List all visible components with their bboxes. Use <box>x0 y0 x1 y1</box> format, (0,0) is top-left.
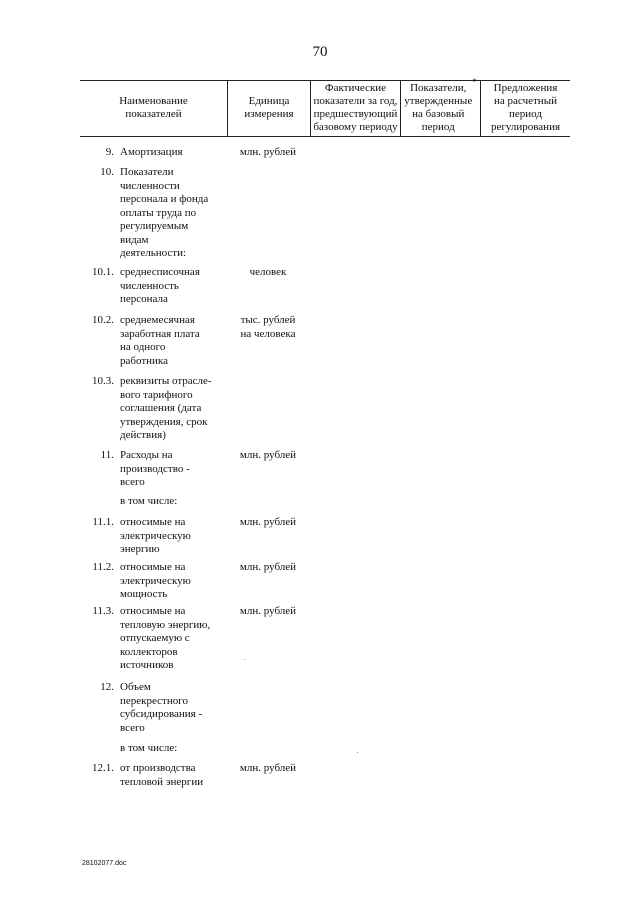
header-approved-text: Показатели, утвержденные на базовый период <box>404 82 473 133</box>
row-number: 11.3. <box>92 605 114 617</box>
row-number: 11. <box>100 449 114 461</box>
row-indicator-name: относимые на электрическую мощность <box>120 561 191 600</box>
row-indicator-name: среднесписочная численность персонала <box>120 266 200 305</box>
row-number: 10.2. <box>92 314 114 326</box>
table-header <box>80 77 570 137</box>
row-indicator-name: в том числе: <box>120 495 178 507</box>
row-number: 11.2. <box>92 561 114 573</box>
row-unit: млн. рублей <box>239 146 297 158</box>
header-approved-column: Показатели, утвержденные на базовый период * <box>400 81 480 136</box>
row-number: 10. <box>100 166 114 178</box>
row-unit: млн. рублей <box>239 605 297 617</box>
row-indicator-name: относимые на тепловую энергию, отпускаемую с коллекторов источников <box>120 605 211 671</box>
row-indicator-name: от производства тепловой энергии <box>120 762 204 788</box>
header-name-column: Наименование показателей <box>119 95 188 120</box>
row-unit: млн. рублей <box>239 762 297 774</box>
row-number: 11.1. <box>92 516 114 528</box>
scan-speck <box>244 659 245 660</box>
row-indicator-name: Расходы на производство - всего <box>120 449 190 488</box>
document-filename: 28102077.doc <box>82 860 127 867</box>
header-fact-column: Фактические показатели за год, предшествующий базовому периоду <box>310 81 400 136</box>
row-indicator-name: Объем перекрестного субсидирования - всего <box>120 681 203 734</box>
row-unit: млн. рублей <box>239 449 297 461</box>
row-indicator-name: Показатели численности персонала и фонда оплаты труда по регулируемым видам деятельности: <box>120 166 209 259</box>
page-number: 70 <box>312 44 328 60</box>
row-unit: человек <box>249 266 287 278</box>
row-indicator-name: реквизиты отрасле- вого тарифного соглашения (дата утверждения, срок действия) <box>120 375 212 441</box>
header-unit-column: Единица измерения <box>227 81 310 136</box>
row-number: 12.1. <box>92 762 114 774</box>
row-unit: млн. рублей <box>239 516 297 528</box>
row-unit: млн. рублей <box>239 561 297 573</box>
row-indicator-name: в том числе: <box>120 742 178 754</box>
row-number: 10.3. <box>92 375 114 387</box>
row-indicator-name: Амортизация <box>120 146 183 158</box>
row-number: 10.1. <box>92 266 114 278</box>
row-unit: тыс. рублей на человека <box>240 314 296 340</box>
header-proposals-column: Предложения на расчетный период регулирования <box>480 81 570 136</box>
row-number: 9. <box>105 146 114 158</box>
row-indicator-name: среднемесячная заработная плата на одного работника <box>120 314 200 367</box>
scan-speck <box>357 752 358 753</box>
row-indicator-name: относимые на электрическую энергию <box>120 516 191 555</box>
row-number: 12. <box>100 681 114 693</box>
